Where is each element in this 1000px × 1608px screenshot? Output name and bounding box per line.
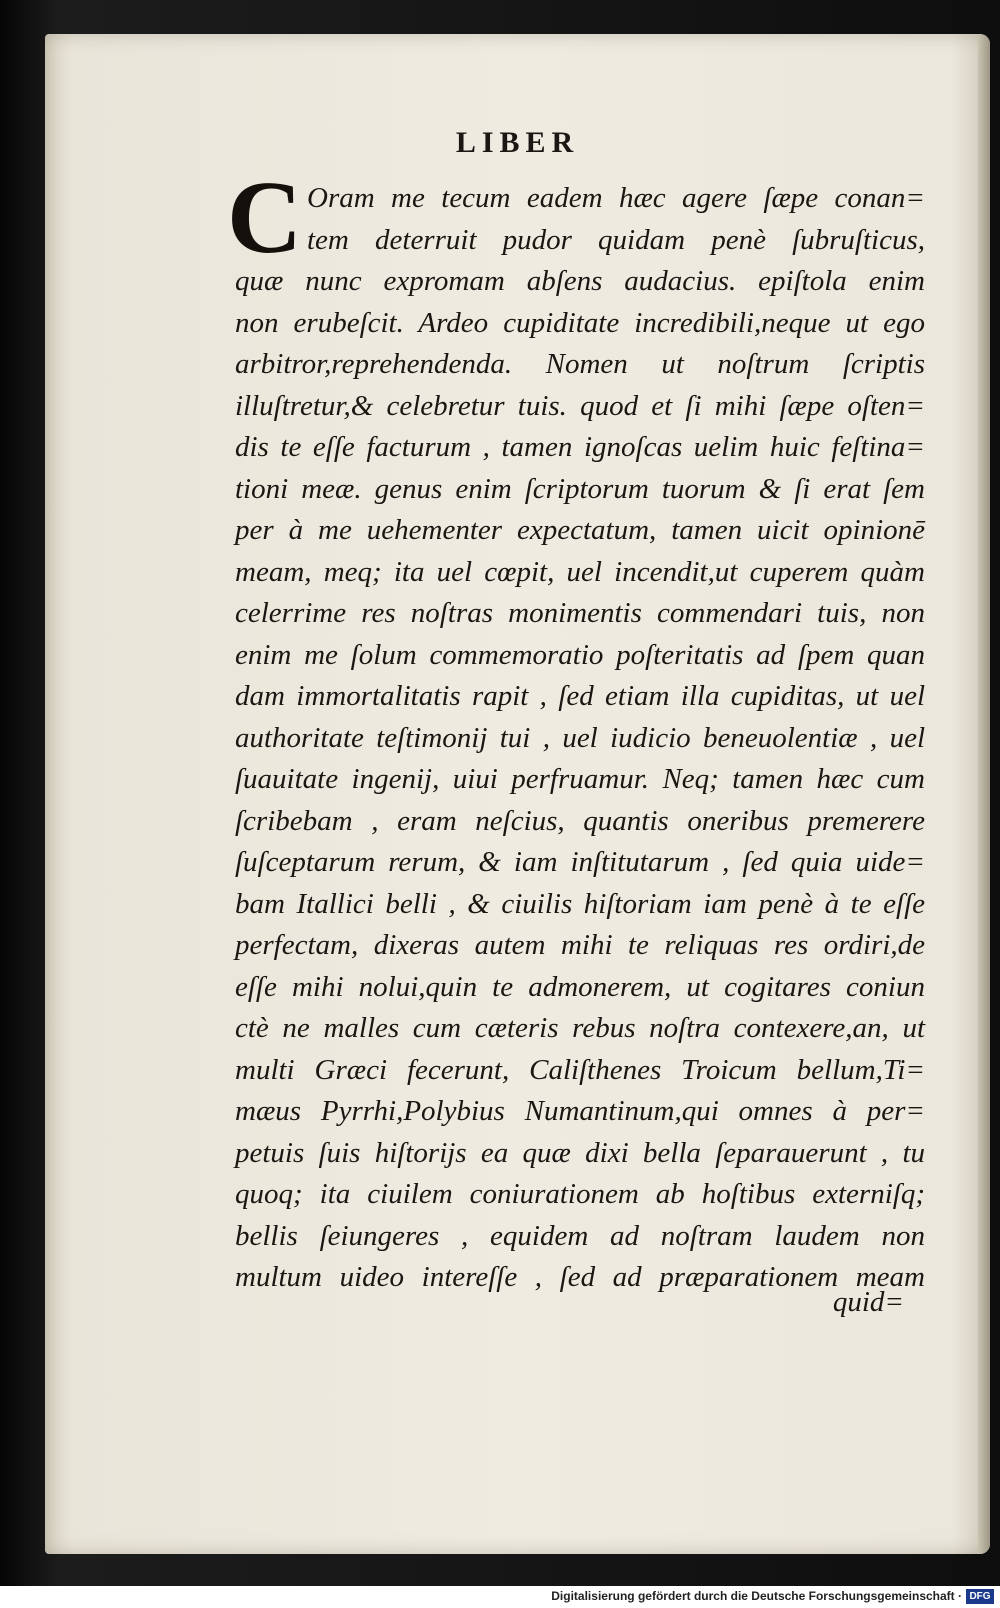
catchword: quid= bbox=[832, 1286, 904, 1318]
book-page bbox=[45, 34, 990, 1554]
page-edge bbox=[978, 34, 990, 1554]
text-line: tioni meæ. genus enim ſcriptorum tuorum & ſi erat ſem bbox=[235, 472, 925, 505]
text-line: dis te eſſe facturum , tamen ignoſcas uelim huic feſtina= bbox=[235, 431, 925, 463]
text-line: ſuauitate ingenij, uiui perfruamur. Neq; tamen hæc cum bbox=[235, 763, 925, 795]
text-line: arbitror,reprehendenda. Nomen ut noſtrum ſcriptis bbox=[235, 348, 925, 380]
text-line: celerrime res noſtras monimentis commendari tuis, non bbox=[235, 597, 925, 629]
text-line: bellis ſeiungeres , equidem ad noſtram laudem non bbox=[235, 1219, 925, 1252]
text-line: multi Græci fecerunt, Caliſthenes Troicum bellum,Ti= bbox=[235, 1053, 925, 1086]
footer-credit: Digitalisierung gefördert durch die Deutsche Forschungsgemeinschaft · bbox=[551, 1589, 962, 1603]
text-line: illuſtretur,& celebretur tuis. quod et ſi mihi ſæpe oſten= bbox=[235, 389, 925, 422]
text-block bbox=[227, 160, 925, 1299]
running-head: LIBER bbox=[455, 126, 580, 159]
footer-bar bbox=[0, 1586, 1000, 1608]
text-line: authoritate teſtimonij tui , uel iudicio beneuolentiæ , uel bbox=[235, 721, 925, 754]
text-line: quæ nunc expromam abſens audacius. epiſtola enim bbox=[235, 265, 925, 297]
text-line: ctè ne malles cum cæteris rebus noſtra contexere,an, ut bbox=[235, 1012, 925, 1044]
text-line: quoq; ita ciuilem coniurationem ab hoſtibus externiſq; bbox=[235, 1178, 925, 1210]
text-line: dam immortalitatis rapit , ſed etiam illa cupiditas, ut uel bbox=[235, 680, 925, 712]
text-line: ſuſceptarum rerum, & iam inſtitutarum , ſed quia uide= bbox=[235, 846, 925, 878]
text-line: mæus Pyrrhi,Polybius Numantinum,qui omnes à per= bbox=[235, 1095, 925, 1127]
text-line: non erubeſcit. Ardeo cupiditate incredibili,neque ut ego bbox=[235, 306, 925, 339]
dfg-logo: DFG bbox=[966, 1589, 994, 1604]
text-line: bam Itallici belli , & ciuilis hiſtoriam iam penè à te eſſe bbox=[235, 887, 925, 920]
text-line: per à me uehementer expectatum, tamen uicit opinionē bbox=[235, 514, 925, 546]
text-line: enim me ſolum commemoratio poſteritatis ad ſpem quan bbox=[235, 638, 925, 671]
text-line: petuis ſuis hiſtorijs ea quæ dixi bella ſeparauerunt , tu bbox=[235, 1136, 925, 1169]
text-line: ſcribebam , eram neſcius, quantis oneribus premerere bbox=[235, 804, 925, 837]
drop-cap: C bbox=[227, 160, 303, 275]
text-line: meam, meq; ita uel cœpit, uel incendit,ut cuperem quàm bbox=[235, 555, 925, 588]
text-lines bbox=[235, 178, 925, 1299]
text-line: perfectam, dixeras autem mihi te reliquas res ordiri,de bbox=[235, 929, 925, 961]
text-line: Oram me tecum eadem hæc agere ſæpe conan= bbox=[307, 182, 925, 214]
text-line: eſſe mihi nolui,quin te admonerem, ut cogitares coniun bbox=[235, 970, 925, 1003]
text-line: tem deterruit pudor quidam penè ſubruſticus, bbox=[307, 223, 925, 256]
text-line: multum uideo intereſſe , ſed ad præparationem meam bbox=[235, 1261, 925, 1293]
